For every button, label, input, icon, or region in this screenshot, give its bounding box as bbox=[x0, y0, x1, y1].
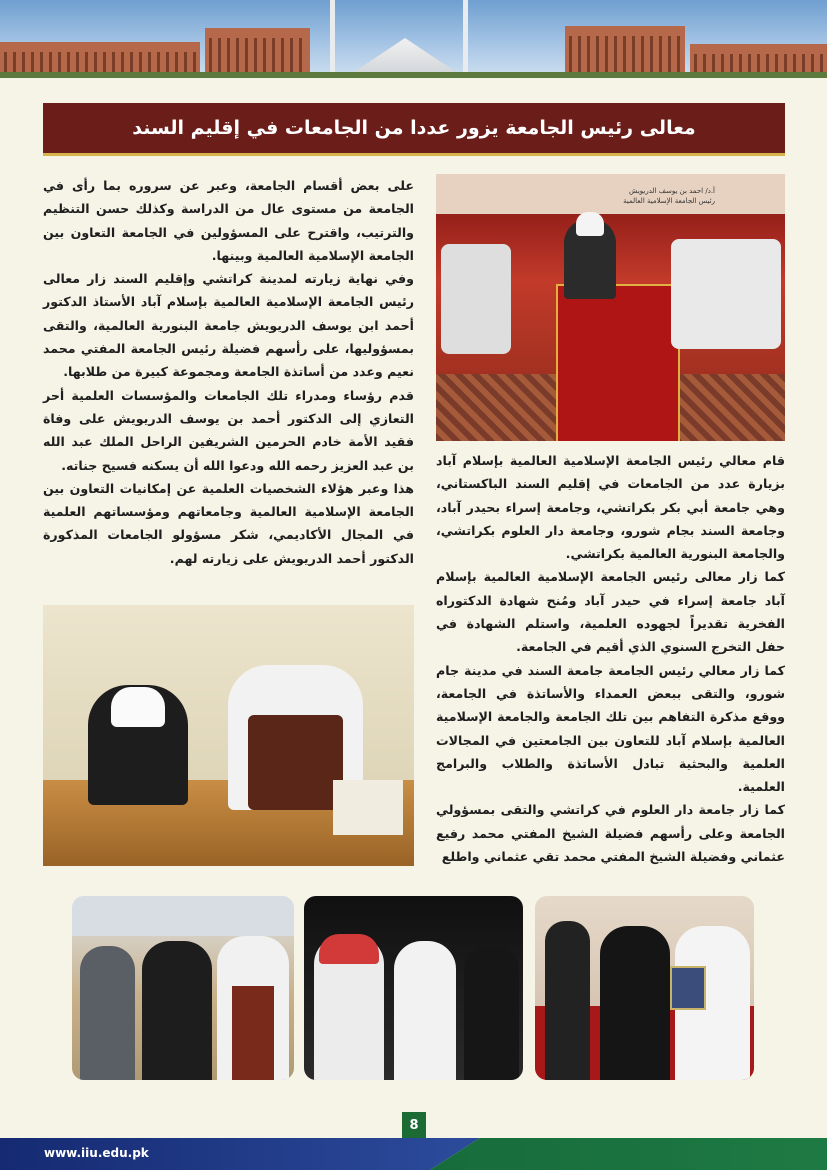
photo-podium-speech bbox=[436, 174, 785, 441]
right-paragraph: كما زار معالى رئيس الجامعة الإسلامية العالمية بإسلام آباد جامعة إسراء في حيدر آباد ومُنح شهادة الدكتوراه الفخرية تقديراً لجهوده العلمية، واستلم الشهادة في حفل التخرج السنوي الذي أقيم في الجامعة. bbox=[436, 569, 785, 655]
footer-bar bbox=[0, 1138, 827, 1170]
left-paragraph: قدم رؤساء ومدراء تلك الجامعات والمؤسسات العلمية أحر التعازي إلى الدكتور أحمد بن يوسف الدريويش على وفاة فقيد الأمة خادم الحرمين الشريفين الراحل الملك عبد الله بن عبد العزيز رحمه الله ودعوا الله أن يسكنه فسيح جناته. bbox=[43, 387, 414, 473]
photo-group-outdoor bbox=[72, 896, 294, 1080]
page-number: 8 bbox=[402, 1112, 426, 1138]
podium bbox=[556, 284, 680, 441]
photo-flower-greeting bbox=[304, 896, 523, 1080]
minaret-1 bbox=[330, 0, 335, 78]
header-banner-image bbox=[0, 0, 827, 78]
stacked-books bbox=[333, 780, 403, 835]
right-paragraph: كما زار معالي رئيس الجامعة جامعة السند في مدينة جام شورو، والتقى ببعض العمداء والأساتذة في الجامعة، ووقع مذكرة التفاهم بين تلك الجامعة والجامعة الإسلامية العالمية بإسلام آباد للتعاون بين الجامعتين في المجالات العلمية والبحثية تبادل الأساتذة والطلاب والبرامج العلمية. bbox=[436, 662, 785, 795]
photo-stage-banner bbox=[436, 174, 785, 214]
right-column-text bbox=[436, 449, 785, 868]
building-right-1 bbox=[565, 26, 685, 78]
website-link[interactable]: www.iiu.edu.pk bbox=[44, 1146, 149, 1160]
right-paragraph: كما زار جامعة دار العلوم في كراتشي والتقى بمسؤولي الجامعة وعلى رأسهم فضيلة الشيخ المفتي محمد رفيع عثماني وفضيلة الشيخ المفتي محمد تقي عثماني واطلع bbox=[436, 802, 785, 865]
article-title: معالى رئيس الجامعة يزور عددا من الجامعات في إقليم السند bbox=[132, 117, 696, 139]
certificate-frame bbox=[670, 966, 706, 1010]
seated-guests bbox=[671, 239, 781, 349]
photo-certificate-presentation bbox=[535, 896, 754, 1080]
building-left-2 bbox=[205, 28, 310, 78]
left-paragraph: على بعض أقسام الجامعة، وعبر عن سروره بما رأى في الجامعة من مستوى عال من الدراسة وكذلك حسن التنظيم والترتيب، واقترح على المسؤولين في الجامعة التعاون بين الجامعة الإسلامية العالمية وبينها. bbox=[43, 178, 414, 263]
left-paragraph: وفي نهاية زيارته لمدينة كراتشي وإقليم السند زار معالى رئيس الجامعة الإسلامية العالمية بإسلام آباد الأستاذ الدكتور أحمد ابن يوسف الدريويش جامعة البنورية العالمية، والتقى بمسؤوليها، على رأسهم فضيلة رئيس الجامعة المفتي محمد نعيم وعدد من أساتذة الجامعة ومجموعة كبيرة من طلابها. bbox=[43, 271, 414, 380]
right-paragraph: قام معالي رئيس الجامعة الإسلامية العالمية بإسلام آباد بزيارة عدد من الجامعات في إقليم السند الباكستاني، وهي جامعة أبي بكر بكراتشي، وجامعة إسراء بحيدر آباد، وجامعة السند بجام شورو، وجامعة دار العلوم بكراتشي، والجامعة البنورية العالمية بكراتشي. bbox=[436, 453, 785, 562]
minaret-2 bbox=[463, 0, 468, 78]
left-paragraph: هذا وعبر هؤلاء الشخصيات العلمية عن إمكانيات التعاون بين الجامعة الإسلامية العالمية وجامعاتهم ومؤسساتهم العلمية في المجال الأكاديمي، شكر مسؤولو الجامعات المذكورة الدكتور أحمد الدريويش على زيارته لهم. bbox=[43, 480, 414, 566]
photo-meeting-desk bbox=[43, 605, 414, 866]
left-column-text bbox=[43, 174, 414, 570]
banner-sign-line-2: رئيس الجامعة الإسلامية العالمية bbox=[623, 197, 715, 205]
article-title-bar bbox=[43, 103, 785, 156]
banner-sign-line-1: أ.د/ احمد بن يوسف الدريويش bbox=[628, 187, 715, 195]
